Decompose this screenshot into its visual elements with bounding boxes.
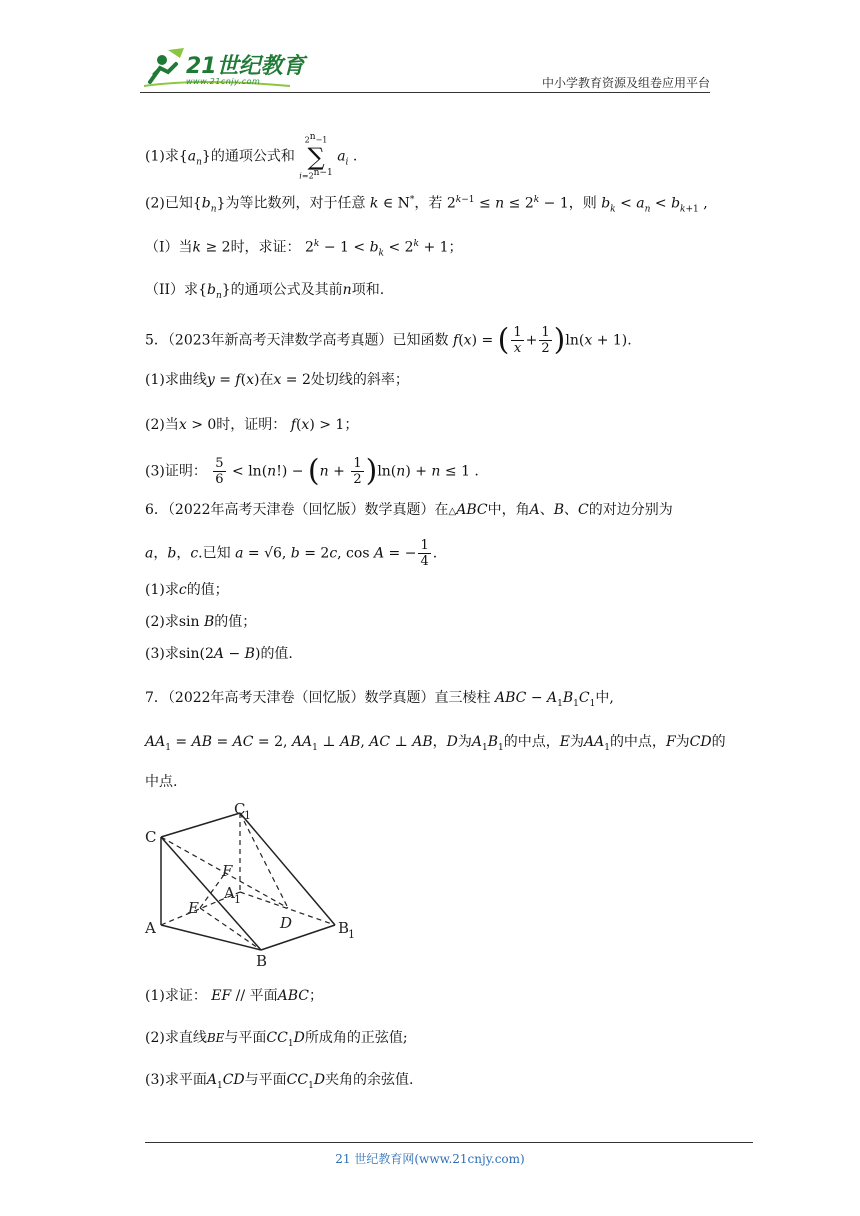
label-D: D	[280, 914, 293, 932]
q6-part1: (1)求c的值；	[145, 582, 229, 598]
q5-part1: (1)求曲线y = f(x)在x = 2处切线的斜率；	[145, 372, 409, 388]
q7-given: $AA_1$ = AB = AC = 2, $AA_1$ ⊥ AB, AC ⊥ AB，D为$A_1B_1$的中点，E为$AA_1$的中点，F为CD的	[145, 734, 726, 753]
q5-part3: (3)证明： $\frac{5}{6}$ < ln(n!) − (n + $\frac{1}{2}$ )ln(n) + n ≤ 1 .	[145, 453, 479, 489]
q7-part2: (2)求直线BE与平面$CC_1D$所成角的正弦值;	[145, 1030, 408, 1049]
label-C: C	[145, 828, 157, 846]
q6-stem: 6．（2022年高考天津卷（回忆版）数学真题）在△ABC中，角A、B、C的对边分别为	[145, 502, 673, 518]
q4-part-I: （I）当k ≥ 2时，求证： $2^k - 1 < b_k < 2^k + 1$；	[145, 239, 463, 259]
q7-part3: (3)求平面$A_1CD$与平面$CC_1D$夹角的余弦值.	[145, 1072, 414, 1091]
q5-part2: (2)当x > 0时，证明： f(x) > 1；	[145, 417, 359, 433]
q4-part1: (1)求$\{a_n\}$的通项公式和 $2^n-1$ ∑ $i=2^{n-1}$ $a_i$ .	[145, 132, 358, 181]
footer-divider	[145, 1142, 753, 1143]
q6-part3: (3)求sin(2A − B)的值.	[145, 646, 293, 662]
label-B1: B	[338, 919, 350, 937]
label-B: B	[256, 952, 268, 970]
prism-figure	[140, 800, 360, 975]
footer-text: 21 世纪教育网(www.21cnjy.com)	[335, 1152, 525, 1166]
label-C1: C	[234, 800, 246, 818]
platform-title: 中小学教育资源及组卷应用平台	[541, 76, 710, 90]
q6-given: a，b，c.已知 a = √6, b = 2c, cos A = − $\frac{1}{4}$ .	[145, 538, 438, 569]
q7-stem: 7．（2022年高考天津卷（回忆版）数学真题）直三棱柱 ABC − $A_1B_1C_1$中,	[145, 690, 614, 709]
label-A1-sub: 1	[234, 893, 241, 906]
q7-line3: 中点.	[145, 774, 178, 790]
q5-stem: 5．（2023年新高考天津数学高考真题）已知函数 f(x) = ( $\frac{1}{x}$ + $\frac{1}{2}$ )ln(x + 1).	[145, 322, 632, 358]
logo-url: www.21cnjy.com	[186, 77, 261, 86]
q4-part-II: （II）求$\{b_n\}$的通项公式及其前n项和.	[145, 282, 385, 301]
q7-part1: (1)求证： EF // 平面ABC；	[145, 988, 323, 1004]
q6-part2: (2)求sin B的值；	[145, 614, 257, 630]
label-F: F	[222, 862, 233, 880]
label-E: E	[188, 899, 199, 917]
label-A: A	[145, 919, 156, 937]
logo-text: 21世纪教育	[186, 54, 305, 79]
label-C1-sub: 1	[244, 809, 251, 822]
label-A1: A	[224, 884, 235, 902]
header-divider	[140, 92, 710, 93]
label-B1-sub: 1	[348, 928, 355, 941]
q4-part2: (2)已知$\{b_n\}$为等比数列，对于任意 k ∈ N*，若 $2^{k-1} \le n \le 2^k - 1$，则 $b_k < a_n < b_{k+1}$ ,	[145, 195, 708, 215]
